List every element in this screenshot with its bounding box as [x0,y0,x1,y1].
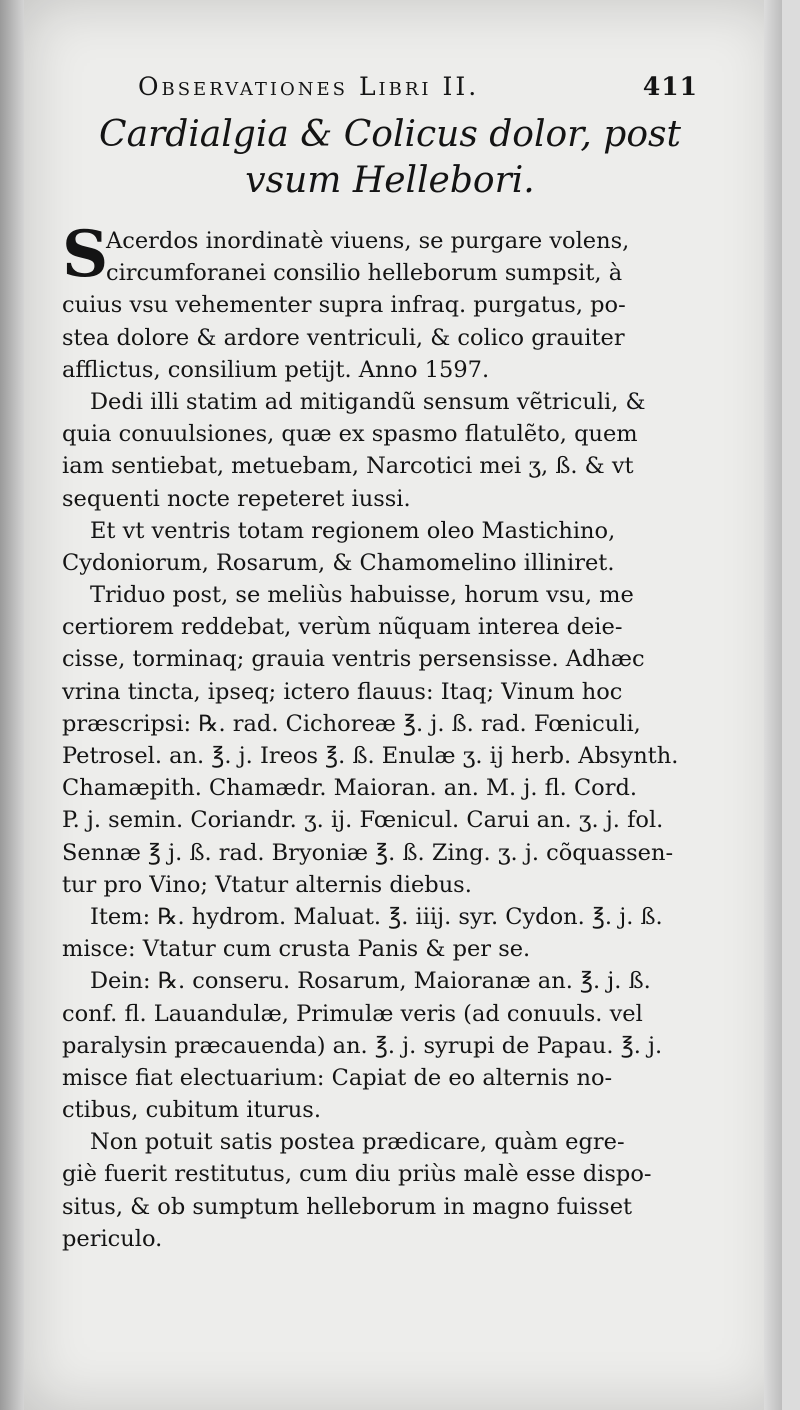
text-line: Cydoniorum, Rosarum, & Chamomelino illiniret. [62,549,615,576]
text-line: giè fuerit restitutus, cum diu priùs malè esse dispo- [62,1161,652,1188]
text-line: certiorem reddebat, verùm nũquam interea deie- [62,614,623,641]
text-line: cuius vsu vehementer supra infraq. purgatus, po- [62,292,626,319]
text-line: præscripsi: ℞. rad. Cichoreæ ℥. j. ß. rad. Fœniculi, [62,710,641,737]
text-line: quia conuulsiones, quæ ex spasmo flatulẽto, quem [62,421,638,448]
text-line: Dein: ℞. conseru. Rosarum, Maioranæ an. ℥. j. ß. [90,968,651,995]
text-line: Triduo post, se meliùs habuisse, horum vsu, me [90,582,634,609]
text-line: Acerdos inordinatè viuens, se purgare volens, [106,228,630,254]
drop-cap: S [62,217,109,292]
text-line: paralysin præcauenda) an. ℥. j. syrupi de Papau. ℥. j. [62,1032,663,1059]
text-line: sequenti nocte repeteret iussi. [62,485,411,512]
text-line: cisse, torminaq; grauia ventris persensisse. Adhæc [62,646,645,673]
text-line: conf. fl. Lauandulæ, Primulæ veris (ad conuuls. vel [62,1000,643,1027]
text-line: tur pro Vino; Vtatur alternis diebus. [62,871,472,898]
page-edge [764,0,782,1410]
text-line: stea dolore & ardore ventriculi, & colico grauiter [62,324,625,351]
text-line: vrina tincta, ipseq; ictero flauus: Itaq; Vinum hoc [62,678,623,705]
text-line: periculo. [62,1225,163,1252]
chapter-title [60,112,720,204]
text-line: circumforanei consilio helleborum sumpsit, à [106,260,623,287]
page-number: 411 [642,72,698,101]
chapter-title-line-1: Cardialgia & Colicus dolor, post [99,114,681,155]
text-line: Et vt ventris totam regionem oleo Mastichino, [90,517,616,544]
text-line: Sennæ ℥ j. ß. rad. Bryoniæ ℥. ß. Zing. ʒ. j. cõquassen- [62,839,674,866]
running-head [138,66,698,106]
text-line: iam sentiebat, metuebam, Narcotici mei ʒ, ß. & vt [62,453,634,480]
text-line: misce fiat electuarium: Capiat de eo alternis no- [62,1064,613,1091]
running-title: Observationes Libri II. [138,72,480,101]
text-line: misce: Vtatur cum crusta Panis & per se. [62,936,531,963]
text-line: ctibus, cubitum iturus. [62,1097,321,1124]
text-line: Petrosel. an. ℥. j. Ireos ℥. ß. Enulæ ʒ. ij herb. Absynth. [62,743,679,769]
text-line: Item: ℞. hydrom. Maluat. ℥. iiij. syr. Cydon. ℥. j. ß. [90,903,663,930]
text-line: Non potuit satis postea prædicare, quàm egre- [90,1129,625,1156]
book-spine-shadow [0,0,24,1410]
chapter-title-line-2: vsum Hellebori. [245,160,535,201]
body-text [62,217,712,1255]
text-line: Dedi illi statim ad mitigandũ sensum vẽtriculi, & [90,388,646,415]
text-line: afflictus, consilium petijt. Anno 1597. [62,356,490,383]
text-line: Chamæpith. Chamædr. Maioran. an. M. j. fl. Cord. [62,775,638,802]
text-line: situs, & ob sumptum helleborum in magno fuisset [62,1193,633,1220]
text-line: P. j. semin. Coriandr. ʒ. ij. Fœnicul. Carui an. ʒ. j. fol. [62,807,664,834]
